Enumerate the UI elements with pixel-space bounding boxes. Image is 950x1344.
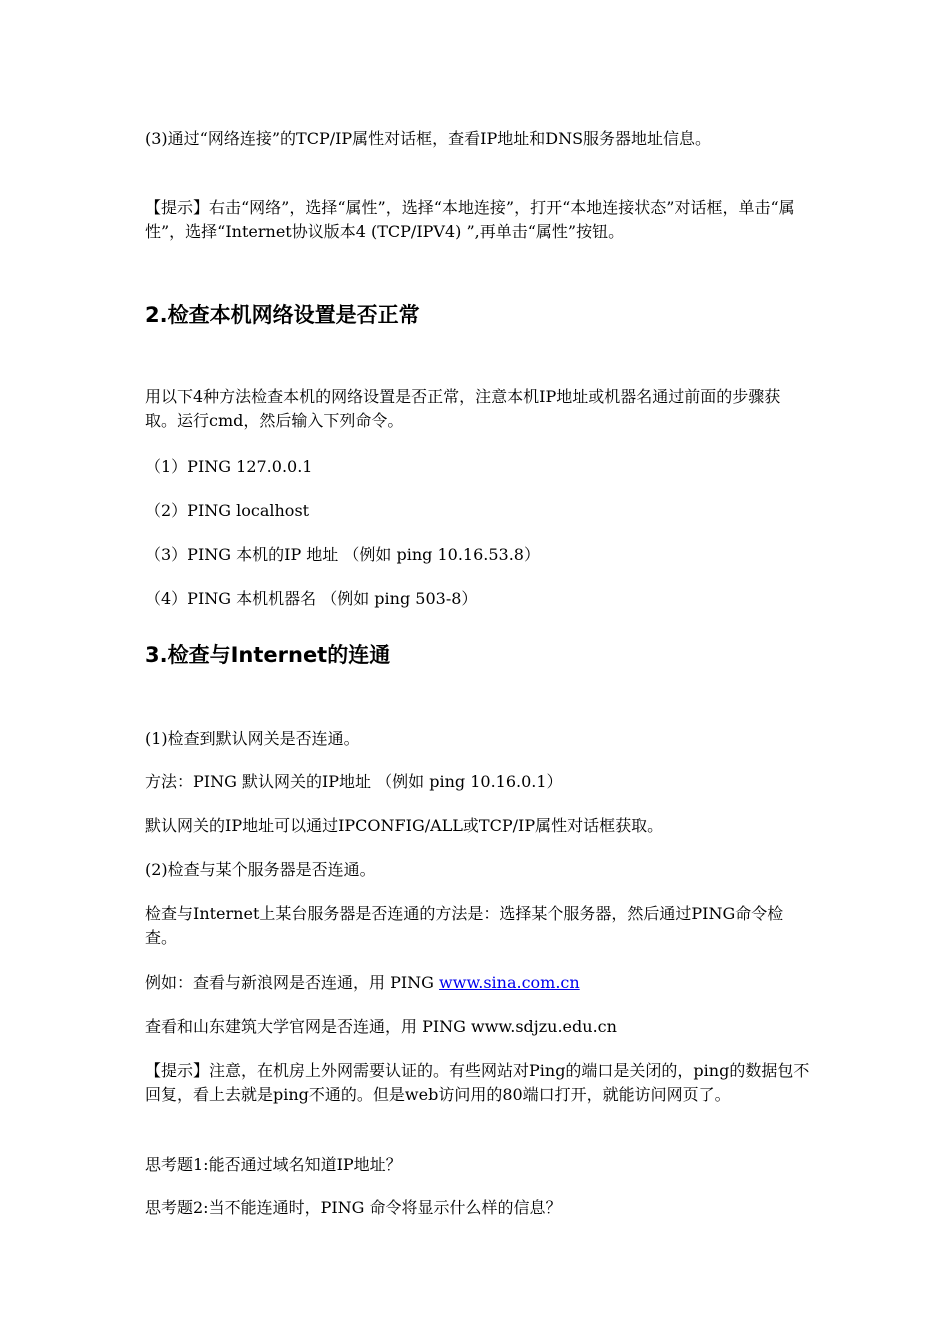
gateway-check-item: (1)检查到默认网关是否连通。 (145, 729, 360, 748)
tip-paragraph-network: 【提示】右击“网络”，选择“属性”，选择“本地连接”，打开“本地连接状态”对话框，单击“属性”，选择“Internet协议版本4 (TCP/IPV4) ”,再单击“属性”按钮。 (145, 198, 795, 241)
command-item-4: （4）PING 本机机器名 （例如 ping 503-8） (145, 589, 478, 608)
heading-check-internet: 3.检查与Internet的连通 (145, 643, 391, 667)
gateway-method: 方法：PING 默认网关的IP地址 （例如 ping 10.16.0.1） (145, 772, 563, 791)
question-1: 思考题1:能否通过域名知道IP地址？ (145, 1155, 402, 1174)
gateway-note: 默认网关的IP地址可以通过IPCONFIG/ALL或TCP/IP属性对话框获取。 (145, 816, 664, 835)
step3-paragraph: (3)通过“网络连接”的TCP/IP属性对话框，查看IP地址和DNS服务器地址信息。 (145, 129, 712, 148)
server-check-description: 检查与Internet上某台服务器是否连通的方法是：选择某个服务器，然后通过PING命令检查。 (145, 904, 784, 947)
command-item-2: （2）PING localhost (145, 501, 310, 520)
heading-check-local-network: 2.检查本机网络设置是否正常 (145, 303, 420, 327)
example-sina-text: 例如：查看与新浪网是否连通，用 PING (145, 973, 440, 992)
server-check-item: (2)检查与某个服务器是否连通。 (145, 860, 376, 879)
question-2: 思考题2:当不能连通时，PING 命令将显示什么样的信息？ (145, 1198, 562, 1217)
intro-paragraph: 用以下4种方法检查本机的网络设置是否正常，注意本机IP地址或机器名通过前面的步骤获取。运行cmd，然后输入下列命令。 (145, 387, 781, 430)
command-item-3: （3）PING 本机的IP 地址 （例如 ping 10.16.53.8） (145, 545, 540, 564)
command-item-1: （1）PING 127.0.0.1 (145, 457, 313, 476)
tip-paragraph-ping: 【提示】注意，在机房上外网需要认证的。有些网站对Ping的端口是关闭的，ping的数据包不回复，看上去就是ping不通的。但是web访问用的80端口打开，就能访问网页了。 (145, 1061, 810, 1104)
example-sina-paragraph (145, 971, 810, 995)
example-sdjzu-paragraph: 查看和山东建筑大学官网是否连通，用 PING www.sdjzu.edu.cn (145, 1017, 617, 1036)
sina-link[interactable]: www.sina.com.cn (439, 973, 580, 992)
